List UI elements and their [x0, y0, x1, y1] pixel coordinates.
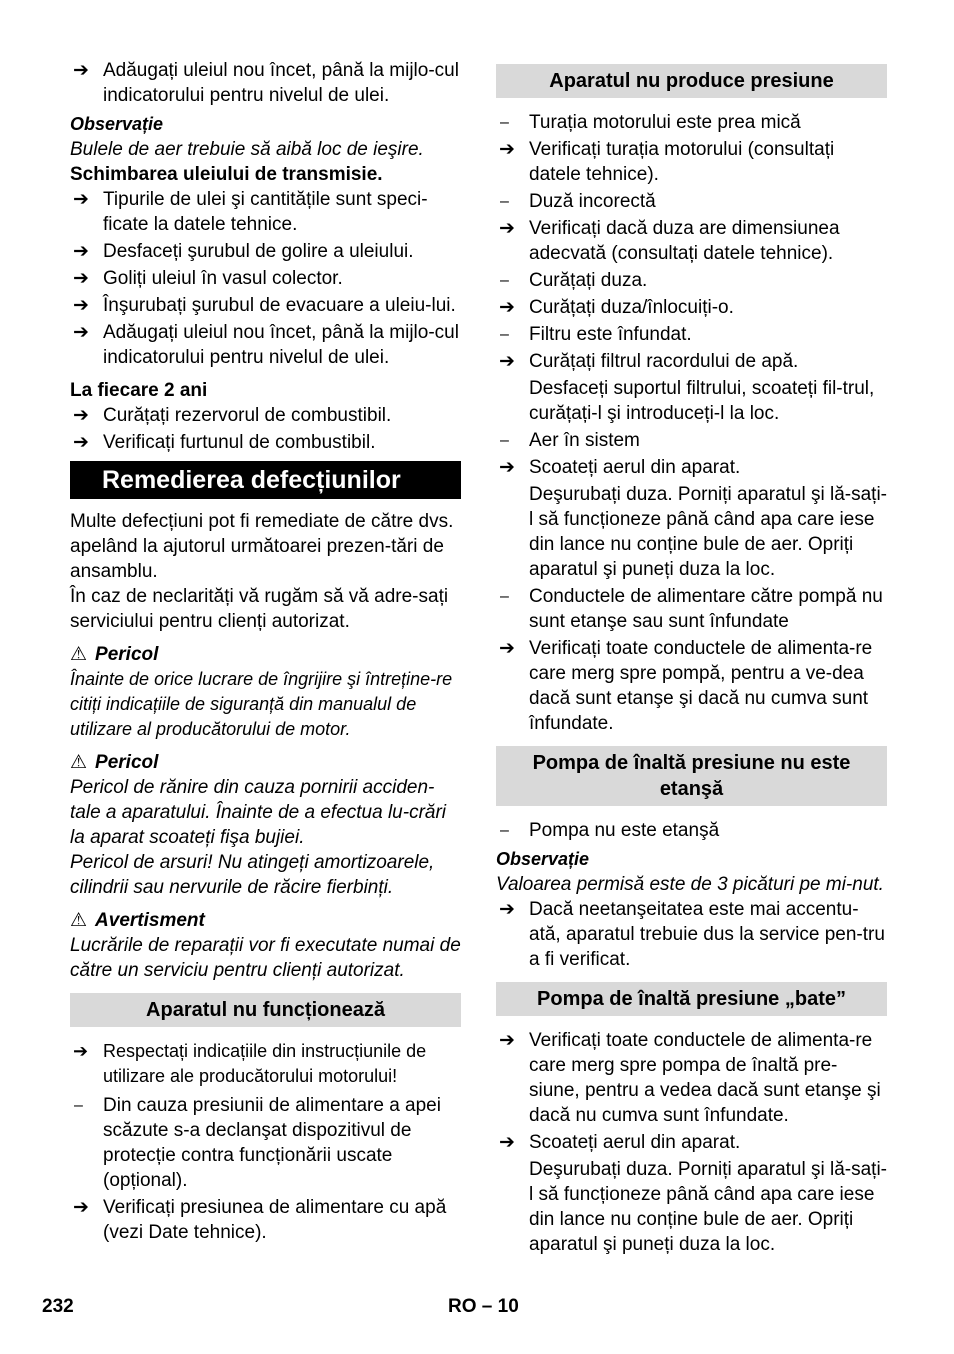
note-text: Bulele de aer trebuie să aibă loc de ieşire. [70, 139, 424, 160]
arrow-icon: ➔ [73, 241, 89, 262]
list-item: ➔ Scoateți aerul din aparat. [499, 1132, 741, 1153]
list-item: – Aer în sistem [500, 430, 640, 451]
warning-icon: ⚠ [70, 644, 88, 665]
arrow-icon: ➔ [499, 218, 515, 239]
list-item: ➔ Verificați turația motorului (consultați datele tehnice). [499, 139, 835, 185]
list-item: ➔ Verificați presiunea de alimentare cu apă (vezi Date tehnice). [73, 1197, 447, 1243]
list-item: ➔ Respectați indicațiile din instrucțiunile de utilizare ale producătorului motorului! [73, 1041, 427, 1086]
danger-heading: ⚠ Pericol [70, 644, 159, 665]
heading-transmission-oil: Schimbarea uleiului de transmisie. [70, 164, 383, 185]
danger-text: Pericol de arsuri! Nu atingeți amortizoarele, cilindrii sau nervurile de răcire fierbinți. [70, 852, 435, 898]
list-item: ➔ Curățați filtrul racordului de apă. [499, 351, 799, 372]
arrow-icon: ➔ [73, 322, 89, 343]
arrow-icon: ➔ [73, 1041, 89, 1061]
arrow-icon: ➔ [499, 1132, 515, 1153]
note-label: Observație [496, 849, 590, 869]
list-item: ➔ Verificați furtunul de combustibil. [73, 432, 376, 453]
list-item: ➔ Tipurile de ulei şi cantitățile sunt speci-ficate la datele tehnice. [73, 189, 428, 235]
arrow-icon: ➔ [499, 457, 515, 478]
arrow-icon: ➔ [499, 297, 515, 318]
intro-paragraph: În caz de neclarități vă rugăm să vă adre-sați serviciului pentru clienți autorizat. [70, 586, 449, 632]
list-item: – Filtru este înfundat. [500, 324, 692, 345]
arrow-icon: ➔ [499, 351, 515, 372]
page-number: 232 [42, 1296, 74, 1317]
arrow-icon: ➔ [73, 60, 89, 81]
list-item: ➔ Desfaceți şurubul de golire a uleiului. [73, 241, 414, 262]
note-label: Observație [70, 114, 164, 134]
danger-text: Pericol de rănire din cauza pornirii acciden-tale a aparatului. Înainte de a efectua lu-crări la aparat scoateți fişa bujiei. [70, 777, 447, 848]
list-item: – Turația motorului este prea mică [500, 112, 801, 133]
dash-icon: – [500, 432, 509, 449]
subsection-title: Pompa de înaltă presiune nu este etanşă [496, 746, 887, 806]
arrow-icon: ➔ [499, 899, 515, 920]
arrow-icon: ➔ [73, 1197, 89, 1218]
dash-icon: – [74, 1097, 83, 1114]
warning-icon: ⚠ [70, 910, 88, 931]
warning-text: Lucrările de reparații vor fi executate numai de către un serviciu pentru clienți autorizat. [70, 935, 461, 981]
arrow-icon: ➔ [73, 432, 89, 453]
list-item: – Din cauza presiunii de alimentare a apei scăzute s-a declanşat dispozitivul de protecție contra funcționării uscate (opțional). [74, 1095, 441, 1191]
arrow-icon: ➔ [73, 189, 89, 210]
language-page-label: RO – 10 [448, 1296, 519, 1317]
list-item: ➔ Scoateți aerul din aparat. [499, 457, 741, 478]
subsection-title: Aparatul nu produce presiune [496, 64, 887, 98]
dash-icon: – [500, 114, 509, 131]
list-item: ➔ Adăugați uleiul nou încet, până la mijlo-cul indicatorului pentru nivelul de ulei. [73, 60, 459, 106]
dash-icon: – [500, 272, 509, 289]
dash-icon: – [500, 326, 509, 343]
list-item: ➔ Verificați toate conductele de alimenta-re care merg spre pompa de înaltă pre-siune, pentru a vedea dacă sunt etanşe şi dacă nu cumva sunt înfundate. [499, 1030, 881, 1126]
danger-heading: ⚠ Pericol [70, 752, 159, 773]
subsection-title: Aparatul nu funcționează [70, 993, 461, 1027]
heading-every-2-years: La fiecare 2 ani [70, 380, 208, 401]
danger-text: Înainte de orice lucrare de îngrijire şi întreține-re citiți indicațiile de siguranță din manualul de utilizare al producătorului de motor. [70, 669, 453, 739]
list-item: – Duză incorectă [500, 191, 656, 212]
subsection-title: Pompa de înaltă presiune „bate” [496, 982, 887, 1016]
warning-icon: ⚠ [70, 752, 88, 773]
warning-heading: ⚠ Avertisment [70, 910, 205, 931]
list-item: ➔ Curățați duza/înlocuiți-o. [499, 297, 734, 318]
note-text: Valoarea permisă este de 3 picături pe mi-nut. [496, 874, 884, 895]
list-item: – Conductele de alimentare către pompă nu sunt etanşe sau sunt înfundate [500, 586, 883, 632]
list-item-continuation: Deşurubați duza. Porniți aparatul şi lă-sați-l să funcționeze până când apa care iese din lance nu conține bule de aer. Opriți aparatul şi puneți duza la loc. [529, 484, 888, 580]
list-item: ➔ Goliți uleiul în vasul colector. [73, 268, 343, 289]
arrow-icon: ➔ [73, 405, 89, 426]
dash-icon: – [500, 822, 509, 839]
arrow-icon: ➔ [499, 1030, 515, 1051]
arrow-icon: ➔ [499, 638, 515, 659]
arrow-icon: ➔ [73, 268, 89, 289]
left-column [70, 58, 461, 1247]
arrow-icon: ➔ [499, 139, 515, 160]
arrow-icon: ➔ [73, 295, 89, 316]
list-item: ➔ Înşurubați şurubul de evacuare a uleiu-lui. [73, 295, 456, 316]
list-item: ➔ Verificați dacă duza are dimensiunea adecvată (consultați datele tehnice). [499, 218, 840, 264]
dash-icon: – [500, 588, 509, 605]
dash-icon: – [500, 193, 509, 210]
list-item: ➔ Verificați toate conductele de alimenta-re care merg spre pompă, pentru a ve-dea dacă sunt etanşe şi dacă nu cumva sunt înfundate. [499, 638, 873, 734]
list-item: ➔ Curățați rezervorul de combustibil. [73, 405, 392, 426]
list-item-continuation: Desfaceți suportul filtrului, scoateți fil-trul, curățați-l şi introduceți-l la loc. [529, 378, 875, 424]
list-item: – Pompa nu este etanşă [500, 820, 720, 841]
list-item: – Curățați duza. [500, 270, 648, 291]
section-title: Remedierea defecțiunilor [70, 461, 461, 499]
list-item-continuation: Deşurubați duza. Porniți aparatul şi lă-sați-l să funcționeze până când apa care iese din lance nu conține bule de aer. Opriți aparatul şi puneți duza la loc. [529, 1159, 888, 1255]
list-item: ➔ Adăugați uleiul nou încet, până la mijlo-cul indicatorului pentru nivelul de ulei. [73, 322, 459, 368]
right-column [496, 64, 887, 1259]
intro-paragraph: Multe defecțiuni pot fi remediate de către dvs. apelând la ajutorul următoarei prezen-tări de ansamblu. [70, 511, 454, 582]
list-item: ➔ Dacă neetanşeitatea este mai accentu-ată, aparatul trebuie dus la service pen-tru a fi verificat. [499, 899, 885, 970]
